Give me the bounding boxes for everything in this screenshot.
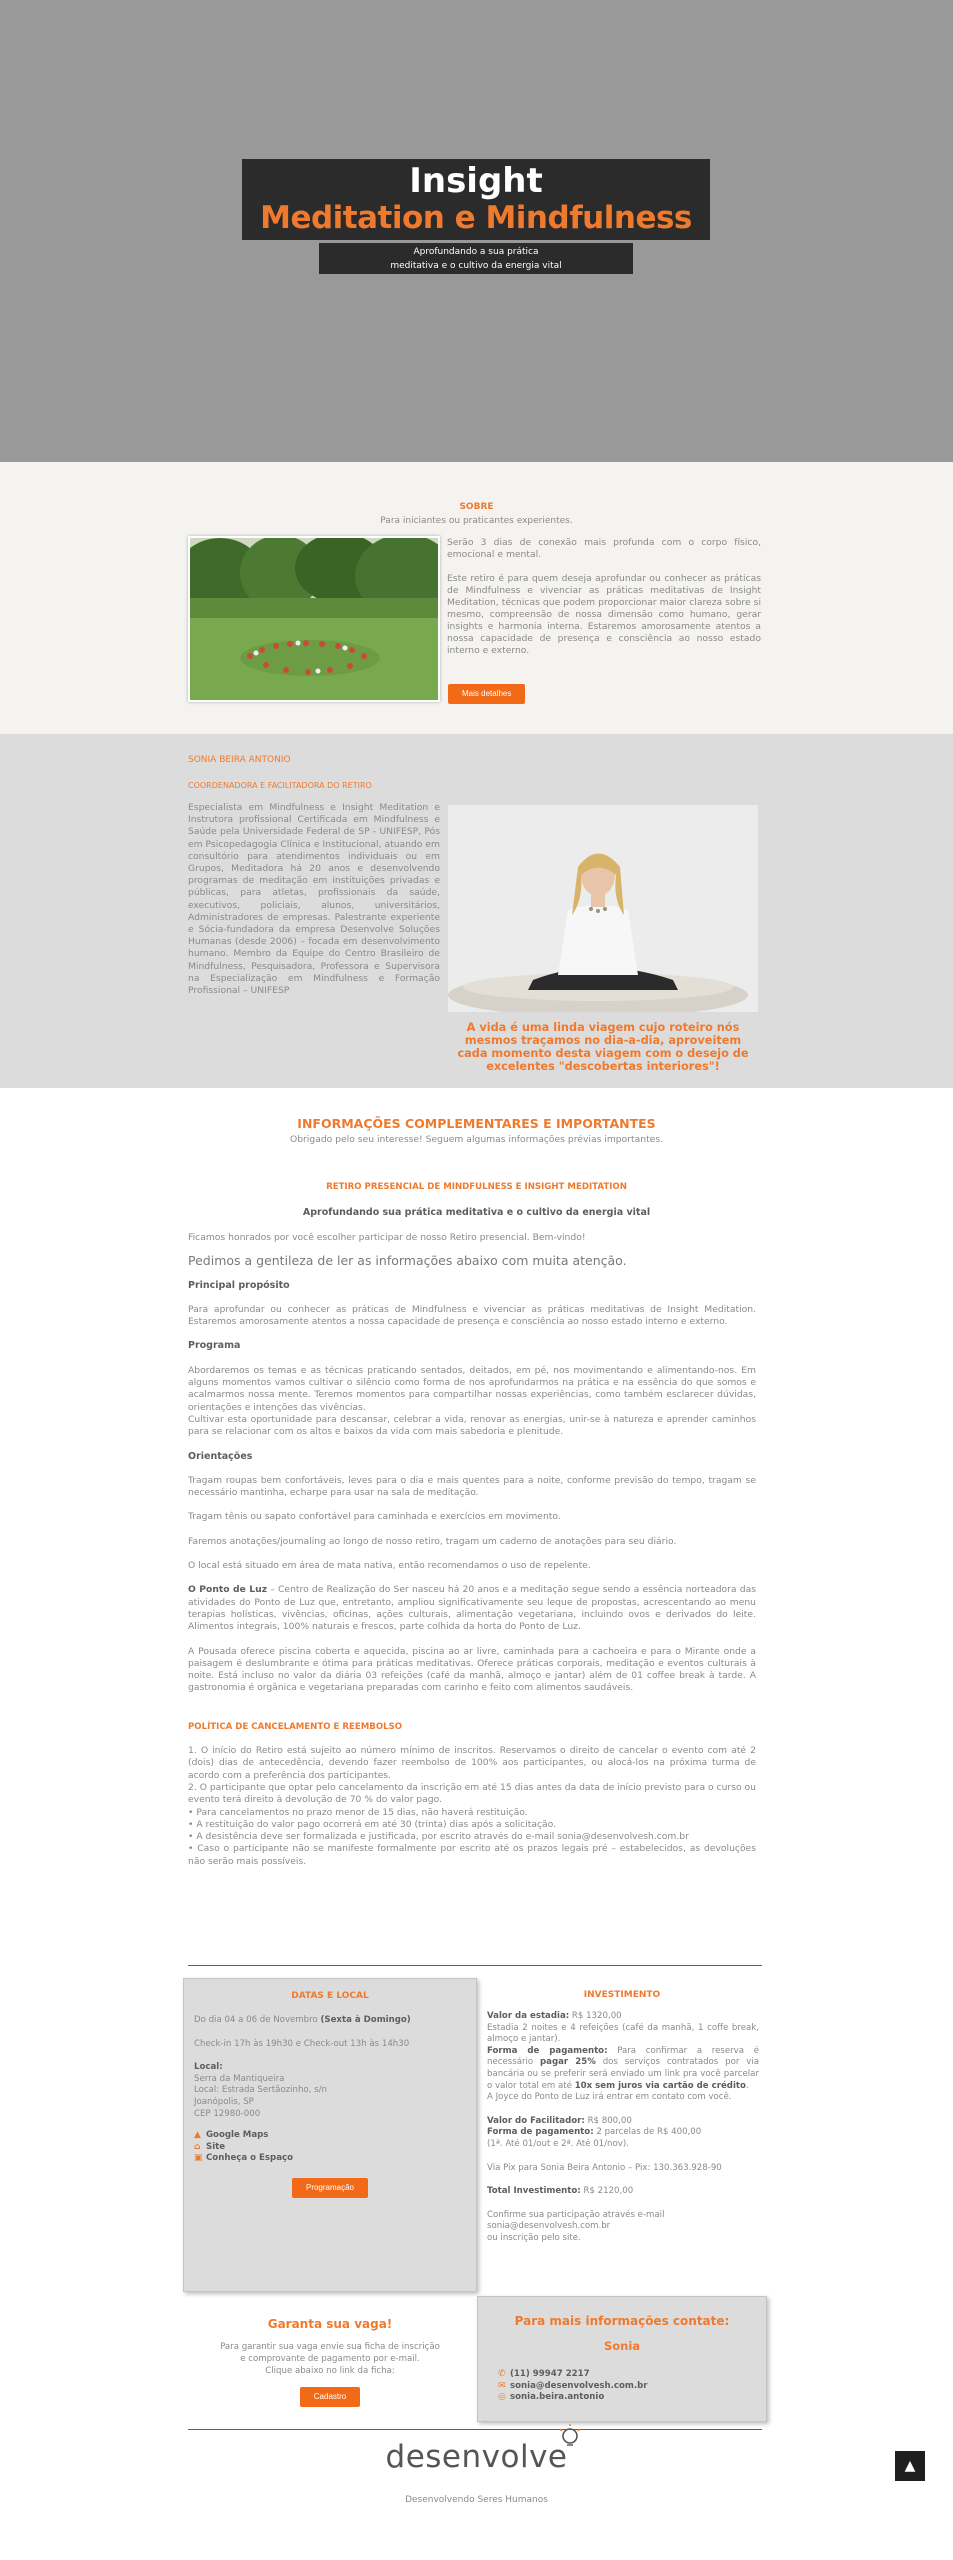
forma-pagamento	[487, 2046, 759, 2092]
conheca-espaco-link[interactable]	[194, 2153, 466, 2165]
forma2-label: Forma de pagamento:	[487, 2127, 594, 2138]
investimento-box	[477, 1978, 767, 2292]
local-heading: Local:	[194, 2062, 223, 2073]
local-line-1: Serra da Mantiqueira	[194, 2073, 285, 2084]
investimento-title: INVESTIMENTO	[583, 1990, 661, 2000]
footer	[0, 2435, 953, 2507]
hero-title-line1: Insight	[409, 161, 543, 201]
forma2-value: 2 parcelas de R$ 400,00	[593, 2127, 702, 2138]
programa-text-1: Abordaremos os temas e as técnicas praticando sentados, deitados, em pé, nos movimentando e alimentando-nos. Em alguns momentos vamos cultivar o silêncio como forma de nos aprofundarmos na prática e na essência do que somos e acalmarmos nossa mente. Teremos momentos para compartilhar nossas experiências, como também esclarecer dúvidas, orientações e intenções das vivências.	[188, 1364, 756, 1413]
email-text: sonia@desenvolvesh.com.br	[510, 2380, 648, 2391]
proposito-text: Para aprofundar ou conhecer as práticas de Mindfulness e vivenciar as práticas meditativas de Insight Meditation. Estaremos amorosamente atentos a nossa capacidade de presença e consciência ao nosso estado interno e externo.	[188, 1303, 756, 1328]
map-icon: ▲	[194, 2130, 201, 2141]
sobre-title: SOBRE	[459, 502, 494, 512]
checkin-text: Check-in 17h às 19h30 e Check-out 13h às 14h30	[194, 2038, 410, 2049]
footer-tagline: Desenvolvendo Seres Humanos	[405, 2494, 548, 2505]
garanta-title: Garanta sua vaga!	[267, 2317, 393, 2331]
ponto-de-luz-bold: O Ponto de Luz	[188, 1584, 268, 1596]
info-content	[188, 1232, 756, 1868]
hero-subtitle-box	[319, 243, 633, 274]
site-link[interactable]	[194, 2142, 466, 2154]
politica-item-1: 1. O início do Retiro está sujeito ao número mínimo de inscritos. Reservamos o direito de cancelar o evento com até 2 (dois) dias de antecedência, devendo fazer reembolso de 100% aos participantes, ou alocá-los na próxima turma de acordo com a preferência dos participantes.	[188, 1745, 756, 1781]
investimento-content	[477, 2011, 767, 2245]
mais-detalhes-button[interactable]: Mais detalhes	[448, 684, 525, 704]
instagram-item[interactable]	[498, 2392, 766, 2404]
cadastro-button[interactable]: Cadastro	[300, 2387, 360, 2407]
contato-list	[478, 2369, 766, 2404]
facilitador-label: Valor do Facilitador:	[487, 2115, 585, 2126]
sobre-text	[447, 537, 761, 669]
estadia-desc: Estadia 2 noites e 4 refeições (café da manhã, 1 coffe break, almoço e jantar).	[487, 2022, 759, 2045]
lightbulb-icon	[557, 2423, 583, 2453]
woman-meditating-image	[448, 805, 758, 1012]
info-section	[0, 1088, 953, 2018]
sobre-section	[0, 462, 953, 734]
politica-item-2: 2. O participante que optar pelo cancelamento da inscrição em até 15 dias antes da data de início previsto para o curso ou evento terá direito à devolução de 70 % do valor pago.	[188, 1781, 756, 1806]
info-title: INFORMAÇÕES COMPLEMENTARES E IMPORTANTES	[297, 1116, 656, 1131]
arrow-up-icon: ▲	[904, 2458, 916, 2474]
politica-heading: POLÍTICA DE CANCELAMENTO E REEMBOLSO	[188, 1721, 403, 1732]
sonia-section	[0, 734, 953, 1088]
email-item[interactable]	[498, 2381, 766, 2393]
garanta-box	[183, 2296, 477, 2422]
gallery-icon: ▣	[194, 2153, 203, 2164]
forma-label: Forma de pagamento:	[487, 2045, 608, 2056]
joyce-text: A Joyce do Ponto de Luz irá entrar em contato com você.	[487, 2092, 732, 2103]
orientacoes-text-4: O local está situado em área de mata nativa, então recomendamos o uso de repelente.	[188, 1560, 591, 1572]
local-line-4: CEP 12980-000	[194, 2108, 261, 2119]
logo-text-accent: envolve	[441, 2439, 568, 2475]
forma-text-2: dos serviços contratados por via bancária ou se preferir será enviado um link pra você parcelar o valor total em até	[487, 2057, 759, 2091]
pix-text: Via Pix para Sonia Beira Antonio – Pix: 130.363.928-90	[487, 2162, 722, 2173]
confirm-text-1: Confirme sua participação através e-mail	[487, 2209, 665, 2220]
hero-section	[0, 0, 953, 462]
conheca-espaco-label: Conheça o Espaço	[206, 2153, 293, 2164]
retreat-photo	[188, 536, 440, 702]
programacao-button[interactable]: Programação	[292, 2178, 368, 2198]
politica-item-5: • A desistência deve ser formalizada e justificada, por escrito através do e-mail sonia@desenvolvesh.com.br	[188, 1831, 689, 1843]
hero-title-box	[242, 159, 710, 240]
honrados-text: Ficamos honrados por você escolher participar de nosso Retiro presencial. Bem-vindo!	[188, 1232, 586, 1243]
cadastro-button-wrap	[183, 2387, 477, 2407]
estadia-value: R$ 1320,00	[569, 2011, 622, 2022]
facilitator-name: SONIA BEIRA ANTONIO	[188, 755, 291, 765]
retiro-subtitle: Aprofundando sua prática meditativa e o cultivo da energia vital	[302, 1207, 651, 1218]
sobre-subtitle: Para iniciantes ou praticantes experientes.	[380, 516, 573, 526]
total-value: R$ 2120,00	[580, 2186, 634, 2197]
facilitator-role: COORDENADORA E FACILITADORA DO RETIRO	[188, 781, 372, 790]
contato-box	[477, 2296, 767, 2422]
google-maps-label: Google Maps	[206, 2130, 269, 2141]
local-line-2: Local: Estrada Sertãozinho, s/n	[194, 2085, 327, 2096]
phone-text: (11) 99947 2217	[510, 2369, 590, 2380]
info-subtitle: Obrigado pelo seu interesse! Seguem algumas informações prévias importantes.	[289, 1134, 664, 1145]
estadia-label: Valor da estadia:	[487, 2011, 570, 2022]
forma-bold-2: 10x sem juros via cartão de crédito	[574, 2080, 746, 2091]
hero-title-line2: Meditation e Mindfulness	[260, 200, 692, 236]
orientacoes-text-1: Tragam roupas bem confortáveis, leves para o dia e mais quentes para a noite, conforme previsão do tempo, tragam se necessário mantinha, echarpe para usar na sala de meditação.	[188, 1474, 756, 1499]
desenvolve-logo[interactable]	[386, 2435, 568, 2480]
forma-bold-1: pagar 25%	[540, 2057, 596, 2068]
event-dates	[194, 2015, 466, 2027]
facilitator-photo	[448, 805, 758, 1012]
forma-text-3: .	[745, 2080, 749, 2091]
programa-heading: Programa	[188, 1340, 241, 1352]
estadia-price	[487, 2011, 759, 2023]
forma2-desc: (1ª. Até 01/out e 2ª. Até 01/nov).	[487, 2138, 629, 2149]
event-days: (Sexta à Domingo)	[320, 2015, 411, 2026]
divider-bottom	[188, 2429, 762, 2430]
programacao-button-wrap	[184, 2178, 476, 2198]
hero-subtitle-line2: meditativa e o cultivo da energia vital	[390, 261, 562, 271]
datas-local-content	[184, 2015, 476, 2165]
google-maps-link[interactable]	[194, 2130, 466, 2142]
logo-text-prefix: des	[385, 2439, 442, 2475]
orientacoes-text-2: Tragam tênis ou sapato confortável para caminhada e exercícios em movimento.	[188, 1511, 561, 1523]
orientacoes-heading: Orientações	[188, 1450, 253, 1462]
meditation-group-image	[190, 538, 440, 702]
forma-text-1: Para confirmar a reserva é necessário	[487, 2045, 760, 2068]
garanta-text-2: Clique abaixo no link da ficha:	[265, 2365, 395, 2376]
garanta-text	[219, 2342, 441, 2377]
sobre-paragraph-1: Serão 3 dias de conexão mais profunda com o corpo físico, emocional e mental.	[447, 537, 761, 560]
facilitator-bio: Especialista em Mindfulness e Insight Meditation e Instrutora profissional Certificada em Mindfulness e Saúde pela Universidade Federal de SP - UNIFESP, Pós em Psicopedagogia Clínica e Institucional, atuando em consultório para atendimentos individuais ou em Grupos, Meditadora há 20 anos e desenvolvendo programas de meditação em instituições privadas e públicas, para atletas, profissionais da saúde, executivos, policiais, alunos, universitários, Administradores de empresas. Palestrante experiente e Sócia-fundadora da empresa Desenvolve Soluções Humanas (desde 2006) – focada em desenvolvimento humano. Membro da Equipe do Centro Brasileiro de Mindfulness, Pesquisadora, Professora e Supervisora na Especialização em Mindfulness e Formação Profissional – UNIFESP	[188, 802, 440, 997]
retiro-title: RETIRO PRESENCIAL DE MINDFULNESS E INSIGHT MEDITATION	[326, 1182, 627, 1192]
ponto-de-luz-desc: – Centro de Realização do Ser nasceu há 20 anos e a meditação segue sendo a essência norteadora das atividades do Ponto de Luz que, entretanto, ampliou significativamente seu leque de propostas, acrescentando ao menu terapias holísticas, vivências, oficinas, ações culturais, alimentação vegetariana, incluindo ovos e derivados do leite. Alimentos integrais, 100% naturais e frescos, parte colhida da horta do Ponto de Luz.	[188, 1584, 756, 1633]
instagram-text: sonia.beira.antonio	[510, 2392, 605, 2403]
contato-title: Para mais informações contate:	[514, 2314, 730, 2328]
whatsapp-icon: ✆	[498, 2369, 506, 2380]
instagram-icon: ◎	[498, 2392, 506, 2403]
total-label: Total Investimento:	[487, 2186, 581, 2197]
ponto-de-luz-text	[188, 1584, 756, 1633]
orientacoes-text-3: Faremos anotações/journaling ao longo de nosso retiro, tragam um caderno de anotações para seu diário.	[188, 1535, 677, 1547]
datas-local-box	[183, 1978, 477, 2292]
contato-name: Sonia	[603, 2339, 641, 2354]
confirm-email[interactable]: sonia@desenvolvesh.com.br	[487, 2221, 611, 2232]
facilitator-quote: A vida é uma linda viagem cujo roteiro nós mesmos traçamos no dia-a-dia, aproveitem cada momento desta viagem com o desejo de excelentes "descobertas interiores"!	[457, 1021, 749, 1073]
sobre-paragraph-2: Este retiro é para quem deseja aprofundar ou conhecer as práticas de Mindfulness e vivenciar as práticas meditativas de Insight Meditation, técnicas que podem proporcionar maior clareza sobre si mesmo, compreensão de nossa dimensão como humano, gerar insights e harmonia interna. Estaremos amorosamente atentos a nossa capacidade de presença e consciência ao nosso estado interno e externo.	[447, 573, 761, 656]
politica-item-3: • Para cancelamentos no prazo menor de 15 dias, não haverá restituição.	[188, 1806, 528, 1818]
gentileza-text: Pedimos a gentileza de ler as informações abaixo com muita atenção.	[188, 1253, 627, 1269]
facilitador-value: R$ 800,00	[584, 2115, 632, 2126]
site-label: Site	[206, 2141, 226, 2152]
email-icon: ✉	[498, 2380, 506, 2391]
forma-pagamento-2	[487, 2127, 759, 2139]
datas-local-title: DATAS E LOCAL	[291, 1991, 369, 2001]
divider-top	[188, 1965, 762, 1966]
scroll-to-top-button[interactable]	[895, 2451, 925, 2481]
hero-subtitle-line1: Aprofundando a sua prática	[413, 247, 539, 257]
local-line-3: Joanópolis, SP	[194, 2097, 254, 2108]
phone-item[interactable]	[498, 2369, 766, 2381]
politica-item-6: • Caso o participante não se manifeste formalmente por escrito até os prazos legais pré – estabelecidos, as devoluções não serão mais possíveis.	[188, 1843, 756, 1867]
facilitador-price	[487, 2116, 759, 2128]
politica-item-4: • A restituição do valor pago ocorrerá em até 30 (trinta) dias após a solicitação.	[188, 1818, 557, 1830]
total-price	[487, 2186, 759, 2198]
home-icon: ⌂	[194, 2141, 201, 2152]
proposito-heading: Principal propósito	[188, 1279, 290, 1291]
confirm-text-2: ou inscrição pelo site.	[487, 2232, 581, 2243]
garanta-text-1: Para garantir sua vaga envie sua ficha de inscrição e comprovante de pagamento por e-mail.	[220, 2342, 440, 2364]
pousada-text: A Pousada oferece piscina coberta e aquecida, piscina ao ar livre, caminhada para a cachoeira e para o Mirante onde a paisagem é deslumbrante e ótima para práticas meditativas. Oferece práticas corporais, meditação e eventos culturais à noite. Está incluso no valor da diária 03 refeições (café da manhã, almoço e jantar) além de 01 coffee break à tarde. A gastronomia é orgânica e vegetariana preparadas com carinho e feito com alimentos saudáveis.	[188, 1645, 756, 1694]
event-dates-text: Do dia 04 a 06 de Novembro	[194, 2015, 321, 2026]
programa-text-2: Cultivar esta oportunidade para descansar, celebrar a vida, renovar as energias, unir-se à natureza e aprender caminhos para se relacionar com os altos e baixos da vida com mais sabedoria e plenitude.	[188, 1413, 756, 1438]
